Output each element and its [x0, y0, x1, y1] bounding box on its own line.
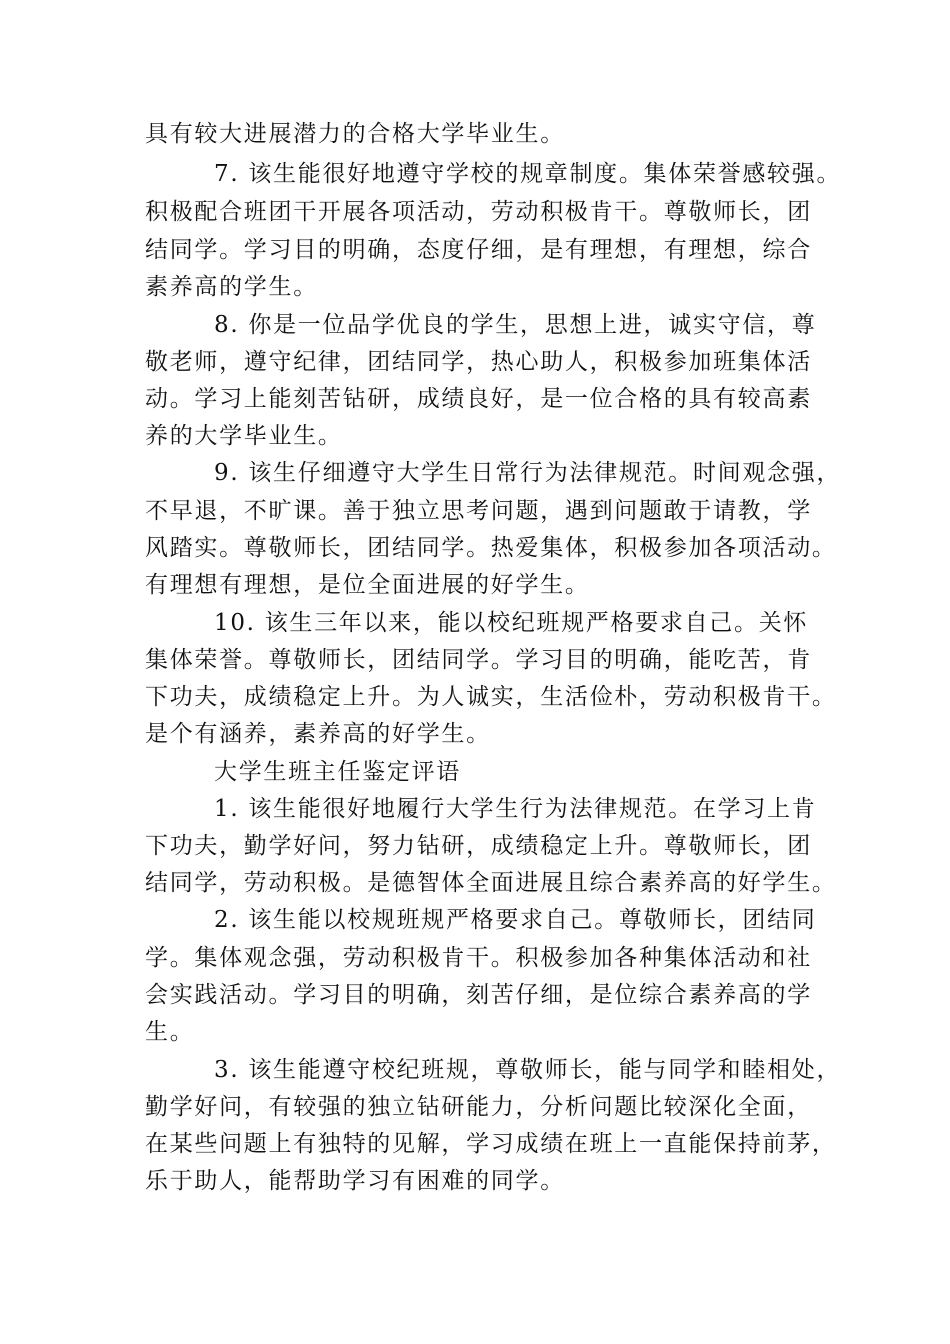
text-line: 勤学好问，有较强的独立钻研能力，分析问题比较深化全面，	[145, 1094, 812, 1120]
text-line: 动。学习上能刻苦钻研，成绩良好，是一位合格的具有较高素	[145, 386, 812, 412]
text-line: 生。	[145, 1019, 195, 1045]
text-line: 9. 该生仔细遵守大学生日常行为法律规范。时间观念强，	[214, 460, 842, 486]
text-line: 会实践活动。学习目的明确，刻苦仔细，是位综合素养高的学	[145, 982, 812, 1008]
text-line: 7. 该生能很好地遵守学校的规章制度。集体荣誉感较强。	[214, 161, 842, 187]
text-line: 10. 该生三年以来，能以校纪班规严格要求自己。关怀	[214, 610, 809, 636]
text-line: 2. 该生能以校规班规严格要求自己。尊敬师长，团结同	[214, 907, 817, 933]
text-line: 风踏实。尊敬师长，团结同学。热爱集体，积极参加各项活动。	[145, 535, 837, 561]
text-line: 下功夫，成绩稳定上升。为人诚实，生活俭朴，劳动积极肯干。	[145, 684, 837, 710]
section-heading: 大学生班主任鉴定评语	[214, 759, 461, 785]
text-line: 下功夫，勤学好问，努力钻研，成绩稳定上升。尊敬师长，团	[145, 833, 812, 859]
text-line: 在某些问题上有独特的见解，学习成绩在班上一直能保持前茅，	[145, 1131, 837, 1157]
text-line: 1. 该生能很好地履行大学生行为法律规范。在学习上肯	[214, 796, 817, 822]
text-line: 不早退，不旷课。善于独立思考问题，遇到问题敢于请教，学	[145, 498, 812, 524]
text-line: 素养高的学生。	[145, 274, 318, 300]
text-line: 学。集体观念强，劳动积极肯干。积极参加各种集体活动和社	[145, 945, 812, 971]
text-line: 结同学。学习目的明确，态度仔细，是有理想，有理想，综合	[145, 237, 812, 263]
text-line: 是个有涵养，素养高的好学生。	[145, 721, 491, 747]
text-line: 有理想有理想，是位全面进展的好学生。	[145, 572, 590, 598]
text-line: 敬老师，遵守纪律，团结同学，热心助人，积极参加班集体活	[145, 349, 812, 375]
text-line: 集体荣誉。尊敬师长，团结同学。学习目的明确，能吃苦，肯	[145, 647, 812, 673]
text-line: 乐于助人，能帮助学习有困难的同学。	[145, 1168, 565, 1194]
text-line: 3. 该生能遵守校纪班规，尊敬师长，能与同学和睦相处，	[214, 1057, 842, 1083]
text-line: 结同学，劳动积极。是德智体全面进展且综合素养高的好学生。	[145, 870, 837, 896]
text-line: 具有较大进展潜力的合格大学毕业生。	[145, 121, 565, 147]
text-line: 8. 你是一位品学优良的学生，思想上进，诚实守信，尊	[214, 312, 817, 338]
text-line: 养的大学毕业生。	[145, 423, 343, 449]
text-line: 积极配合班团干开展各项活动，劳动积极肯干。尊敬师长，团	[145, 199, 812, 225]
